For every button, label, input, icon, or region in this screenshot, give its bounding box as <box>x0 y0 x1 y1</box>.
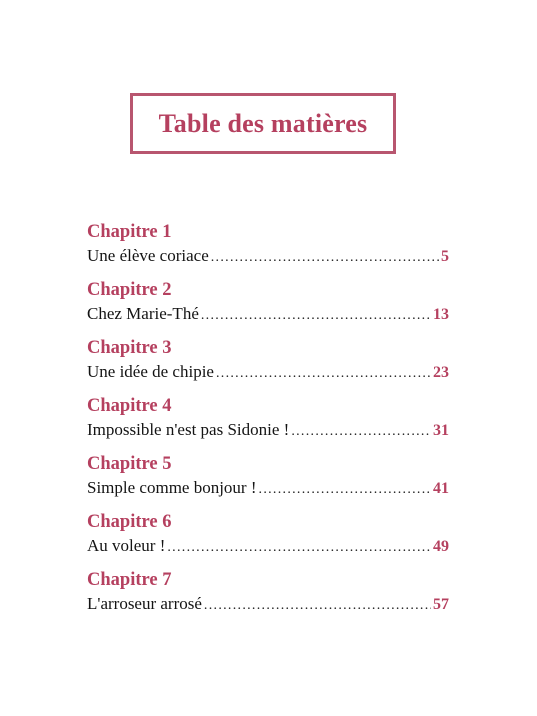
dot-leader <box>291 420 431 444</box>
page-number: 13 <box>433 306 449 323</box>
dot-leader <box>204 594 431 618</box>
page-number: 31 <box>433 422 449 439</box>
title-box <box>130 93 396 154</box>
chapter-title: L'arroseur arrosé <box>87 594 202 613</box>
chapter-title: Impossible n'est pas Sidonie ! <box>87 420 290 439</box>
chapter-label: Chapitre 5 <box>87 454 172 474</box>
toc-line <box>87 592 449 616</box>
toc-entry-4 <box>87 395 449 453</box>
page-number: 23 <box>433 364 449 381</box>
toc-entry-2 <box>87 279 449 337</box>
chapter-title: Chez Marie-Thé <box>87 304 199 323</box>
toc-entry-3 <box>87 337 449 395</box>
dot-leader <box>216 362 431 386</box>
chapter-label: Chapitre 6 <box>87 512 172 532</box>
page-number: 41 <box>433 480 449 497</box>
page-number: 49 <box>433 538 449 555</box>
toc-line <box>87 534 449 558</box>
chapter-label: Chapitre 1 <box>87 222 172 242</box>
toc-entry-5 <box>87 453 449 511</box>
chapter-title: Une élève coriace <box>87 246 209 265</box>
page-title: Table des matières <box>158 108 368 138</box>
chapter-label: Chapitre 3 <box>87 338 172 358</box>
chapter-label: Chapitre 4 <box>87 396 172 416</box>
dot-leader <box>259 478 431 502</box>
chapter-label: Chapitre 2 <box>87 280 172 300</box>
toc-line <box>87 302 449 326</box>
toc-entry-6 <box>87 511 449 569</box>
page-number: 5 <box>441 248 449 265</box>
toc-entry-1 <box>87 221 449 279</box>
dot-leader <box>211 246 439 270</box>
dot-leader <box>167 536 431 560</box>
toc-line <box>87 360 449 384</box>
chapter-title: Au voleur ! <box>87 536 166 555</box>
toc-line <box>87 244 449 268</box>
toc-entry-7 <box>87 569 449 627</box>
page-number: 57 <box>433 596 449 613</box>
chapter-label: Chapitre 7 <box>87 570 172 590</box>
toc-line <box>87 418 449 442</box>
dot-leader <box>201 304 431 328</box>
table-of-contents <box>87 221 449 627</box>
chapter-title: Une idée de chipie <box>87 362 214 381</box>
toc-line <box>87 476 449 500</box>
chapter-title: Simple comme bonjour ! <box>87 478 257 497</box>
